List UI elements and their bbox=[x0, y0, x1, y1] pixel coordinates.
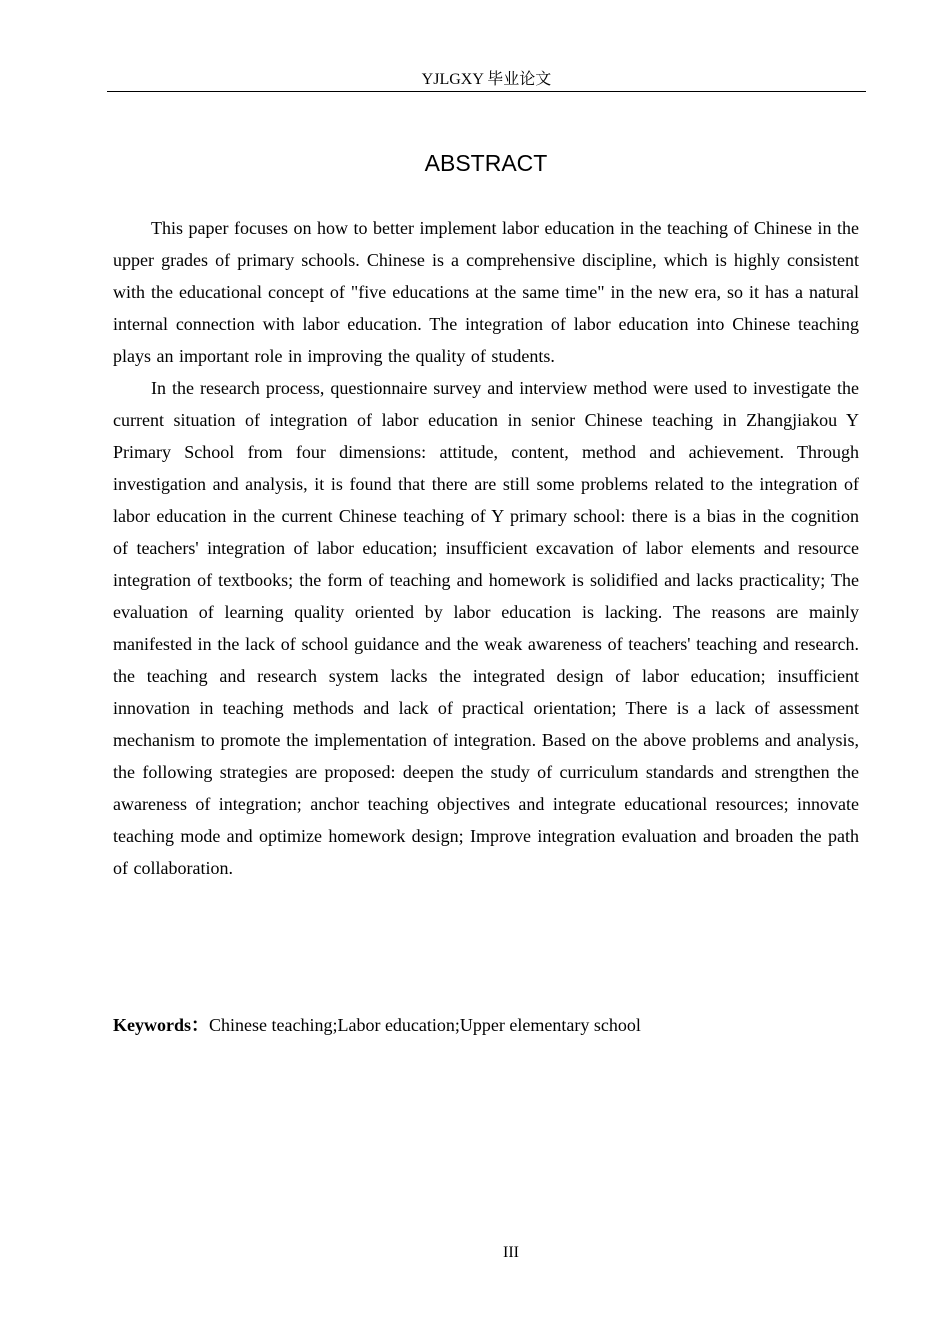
keywords-text: Chinese teaching;Labor education;Upper elementary school bbox=[209, 1015, 641, 1035]
keywords-label: Keywords： bbox=[113, 1015, 209, 1035]
keywords-line bbox=[113, 1010, 859, 1040]
abstract-title: ABSTRACT bbox=[424, 150, 548, 176]
header-rule bbox=[107, 91, 866, 92]
abstract-body bbox=[113, 212, 859, 884]
abstract-paragraph-2: In the research process, questionnaire survey and interview method were used to investigate the current situation of integration of labor education in senior Chinese teaching in Zhangjiakou Y Primary School from four dimensions: attitude, content, method and achievement. Through investigation and analysis, it is found that there are still some problems related to the integration of labor education in the current Chinese teaching of Y primary school: there is a bias in the cognition of teachers' integration of labor education; insufficient excavation of labor elements and resource integration of textbooks; the form of teaching and homework is solidified and lacks practicality; The evaluation of learning quality oriented by labor education is lacking. The reasons are mainly manifested in the lack of school guidance and the weak awareness of teachers' teaching and research. the teaching and research system lacks the integrated design of labor education; insufficient innovation in teaching methods and lack of practical orientation; There is a lack of assessment mechanism to promote the implementation of integration. Based on the above problems and analysis, the following strategies are proposed: deepen the study of curriculum standards and strengthen the awareness of integration; anchor teaching objectives and integrate educational resources; innovate teaching mode and optimize homework design; Improve integration evaluation and broaden the path of collaboration. bbox=[113, 378, 859, 878]
running-header: YJLGXY 毕业论文 bbox=[421, 71, 552, 88]
abstract-paragraph-1: This paper focuses on how to better implement labor education in the teaching of Chinese in the upper grades of primary schools. Chinese is a comprehensive discipline, which is highly consistent with the educational concept of "five educations at the same time" in the new era, so it has a natural internal connection with labor education. The integration of labor education into Chinese teaching plays an important role in improving the quality of students. bbox=[113, 218, 859, 366]
page-number: III bbox=[503, 1244, 519, 1261]
